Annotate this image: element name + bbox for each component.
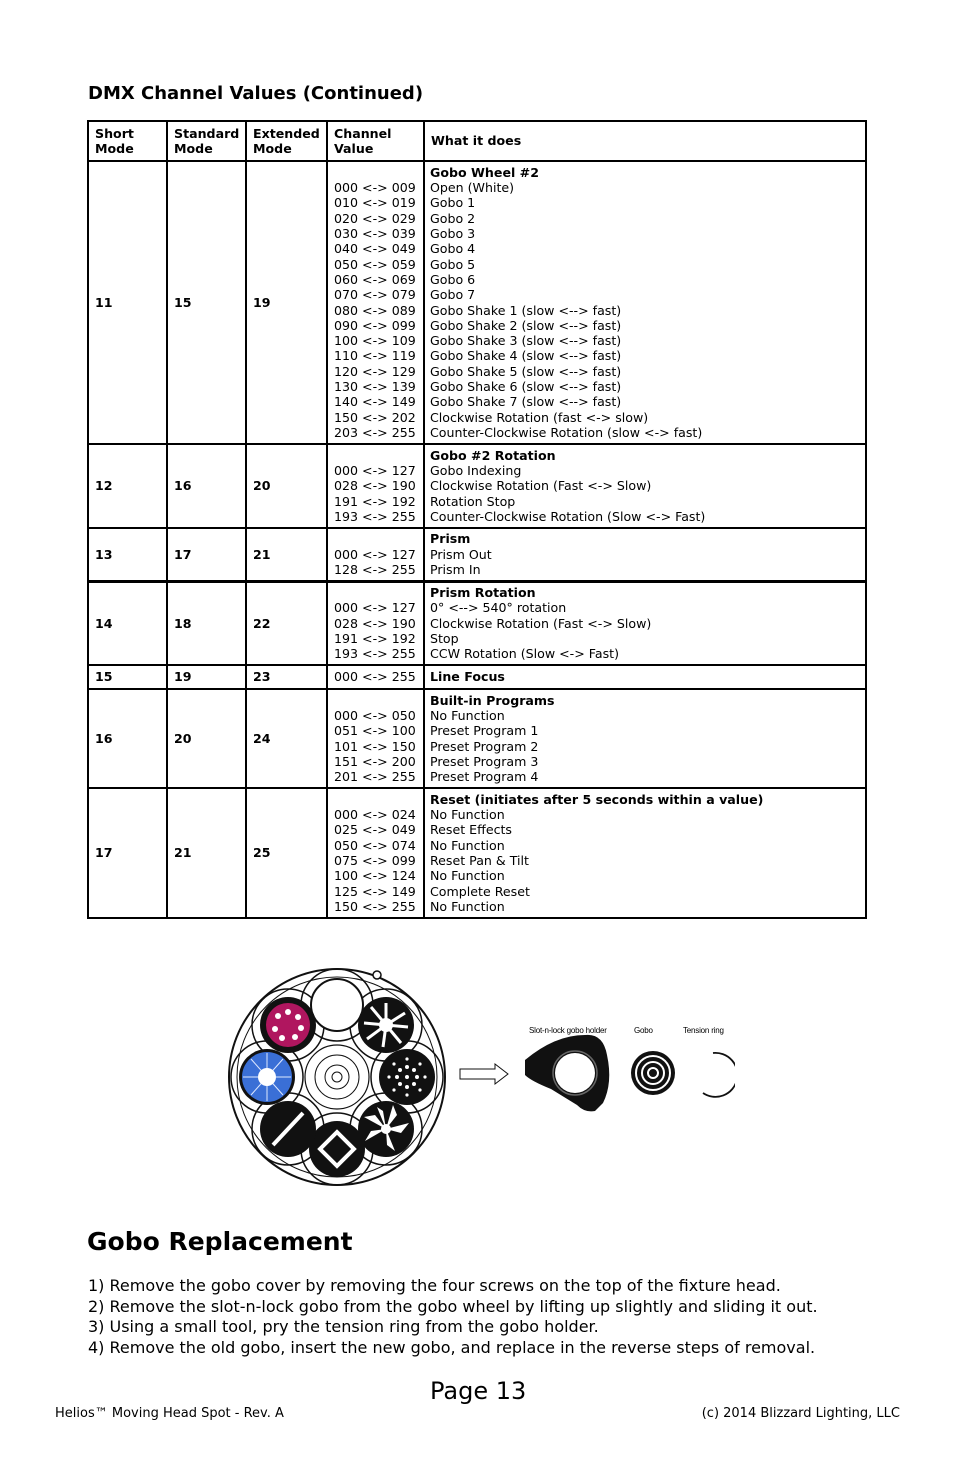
description-cell	[424, 528, 866, 581]
description-cell	[424, 689, 866, 788]
function-description: Open (White)	[430, 180, 515, 196]
extended-mode-cell: 20	[246, 444, 327, 528]
function-description: Gobo 3	[430, 226, 476, 242]
dmx-channel-table	[87, 120, 867, 919]
gobo-magenta-dots-icon	[260, 997, 316, 1053]
function-description: CCW Rotation (Slow <-> Fast)	[430, 646, 619, 662]
channel-value: 028 <-> 190	[334, 478, 416, 494]
header-channel-value: Channel Value	[327, 121, 424, 161]
function-description: Counter-Clockwise Rotation (Slow <-> Fast)	[430, 508, 706, 524]
function-description: Preset Program 3	[430, 753, 539, 769]
table-row	[88, 444, 866, 528]
channel-value: 101 <-> 150	[334, 738, 416, 754]
channel-value: 150 <-> 202	[334, 409, 416, 425]
extended-mode-cell: 19	[246, 161, 327, 444]
gobo-splash-icon	[358, 997, 414, 1053]
extended-mode-cell: 21	[246, 528, 327, 581]
table-row	[88, 665, 866, 689]
channel-value: 060 <-> 069	[334, 271, 416, 287]
channel-value: 070 <-> 079	[334, 287, 416, 303]
channel-value: 191 <-> 192	[334, 493, 416, 509]
step-2: 2) Remove the slot-n-lock gobo from the gobo wheel by lifting up slightly and sliding it out.	[88, 1296, 818, 1316]
channel-value: 051 <-> 100	[334, 723, 416, 739]
channel-value: 020 <-> 029	[334, 210, 416, 226]
channel-value: 150 <-> 255	[334, 898, 416, 914]
table-row	[88, 689, 866, 788]
channel-value: 100 <-> 109	[334, 333, 416, 349]
gobo-replacement-steps	[88, 1276, 818, 1358]
function-description: 0° <--> 540° rotation	[430, 600, 567, 616]
function-description: Gobo Shake 7 (slow <--> fast)	[430, 394, 622, 410]
channel-value: 075 <-> 099	[334, 853, 416, 868]
channel-value: 090 <-> 099	[334, 317, 416, 333]
function-description: Clockwise Rotation (fast <-> slow)	[430, 409, 649, 425]
function-description: Gobo 5	[430, 256, 476, 272]
table-row	[88, 161, 866, 444]
standard-mode-cell: 15	[167, 161, 246, 444]
gobo-diamond-icon	[309, 1121, 365, 1177]
label-tension-ring: Tension ring	[683, 1026, 724, 1035]
step-1: 1) Remove the gobo cover by removing the four screws on the top of the fixture head.	[88, 1276, 781, 1295]
channel-value-cell	[327, 444, 424, 528]
short-mode-cell: 12	[88, 444, 167, 528]
short-mode-cell: 16	[88, 689, 167, 788]
function-title: Gobo #2 Rotation	[430, 447, 556, 463]
channel-value: 203 <-> 255	[334, 424, 416, 440]
description-cell	[424, 665, 866, 689]
function-title: Reset (initiates after 5 seconds within a value)	[430, 791, 764, 807]
function-title: Line Focus	[430, 669, 505, 685]
header-short-mode: Short Mode	[88, 121, 167, 161]
header-what-it-does: What it does	[424, 121, 866, 161]
channel-value: 201 <-> 255	[334, 769, 416, 785]
function-description: Preset Program 2	[430, 738, 539, 754]
channel-value: 000 <-> 009	[334, 180, 416, 196]
channel-value: 010 <-> 019	[334, 195, 416, 211]
channel-value: 193 <-> 255	[334, 646, 416, 662]
function-description: No Function	[430, 837, 505, 853]
channel-value: 000 <-> 127	[334, 463, 416, 479]
function-description: Clockwise Rotation (Fast <-> Slow)	[430, 478, 652, 494]
gobo-wheel-illustration	[225, 965, 735, 1190]
standard-mode-cell: 18	[167, 581, 246, 665]
channel-value: 120 <-> 129	[334, 363, 416, 379]
gobo-wheel	[229, 969, 445, 1185]
function-description: Gobo Shake 4 (slow <--> fast)	[430, 348, 622, 364]
function-description: Reset Effects	[430, 822, 512, 838]
channel-value: 000 <-> 127	[334, 546, 416, 562]
description-cell	[424, 581, 866, 665]
description-cell	[424, 788, 866, 918]
table-row	[88, 528, 866, 581]
function-description: Gobo 6	[430, 271, 476, 287]
channel-value: 100 <-> 124	[334, 868, 416, 884]
short-mode-cell: 11	[88, 161, 167, 444]
short-mode-cell: 15	[88, 665, 167, 689]
label-gobo-holder: Slot-n-lock gobo holder	[529, 1026, 607, 1035]
function-description: Preset Program 4	[430, 769, 539, 785]
function-description: Complete Reset	[430, 883, 530, 899]
function-description: Gobo Shake 3 (slow <--> fast)	[430, 333, 622, 349]
gobo-wheel-figure	[225, 965, 735, 1190]
function-description: Gobo Indexing	[430, 463, 522, 479]
function-description: Prism Out	[430, 546, 492, 562]
function-description: No Function	[430, 807, 505, 823]
function-description: Prism In	[430, 561, 481, 577]
channel-value: 050 <-> 074	[334, 837, 416, 853]
function-title: Prism Rotation	[430, 585, 536, 600]
section-heading: DMX Channel Values (Continued)	[88, 83, 424, 104]
step-3: 3) Using a small tool, pry the tension ring from the gobo holder.	[88, 1317, 599, 1336]
standard-mode-cell: 19	[167, 665, 246, 689]
channel-value: 050 <-> 059	[334, 256, 416, 272]
channel-value: 030 <-> 039	[334, 226, 416, 242]
gobo-replacement-title: Gobo Replacement	[87, 1227, 353, 1256]
channel-value-cell	[327, 528, 424, 581]
channel-value: 000 <-> 024	[334, 807, 416, 823]
short-mode-cell: 17	[88, 788, 167, 918]
channel-value: 025 <-> 049	[334, 822, 416, 838]
header-extended-mode: Extended Mode	[246, 121, 327, 161]
page-number: Page 13	[430, 1377, 527, 1405]
function-description: Rotation Stop	[430, 493, 516, 509]
function-description: No Function	[430, 868, 505, 884]
footer-copyright: (c) 2014 Blizzard Lighting, LLC	[701, 1406, 900, 1421]
channel-value: 028 <-> 190	[334, 615, 416, 631]
gobo-line-icon	[260, 1101, 316, 1157]
function-description: Clockwise Rotation (Fast <-> Slow)	[430, 615, 652, 631]
function-description: No Function	[430, 898, 505, 914]
arrow-right-icon	[460, 1064, 508, 1084]
gobo-dot-grid-icon	[379, 1049, 435, 1105]
function-description: Preset Program 1	[430, 723, 539, 739]
function-title: Prism	[430, 531, 471, 547]
function-title: Built-in Programs	[430, 692, 555, 708]
description-cell	[424, 161, 866, 444]
table-row	[88, 788, 866, 918]
description-cell	[424, 444, 866, 528]
function-description: Gobo 1	[430, 195, 476, 211]
channel-value: 000 <-> 050	[334, 707, 416, 723]
channel-value: 040 <-> 049	[334, 241, 416, 257]
channel-value-cell	[327, 161, 424, 444]
short-mode-cell: 13	[88, 528, 167, 581]
extended-mode-cell: 25	[246, 788, 327, 918]
function-description: Gobo Shake 5 (slow <--> fast)	[430, 363, 622, 379]
function-description: Stop	[430, 630, 459, 646]
gobo-disc-icon	[631, 1051, 675, 1095]
channel-value: 191 <-> 192	[334, 630, 416, 646]
short-mode-cell: 14	[88, 581, 167, 665]
function-description: Counter-Clockwise Rotation (slow <-> fast)	[430, 424, 703, 440]
label-gobo: Gobo	[634, 1026, 653, 1035]
footer-product: Helios™ Moving Head Spot - Rev. A	[55, 1406, 284, 1421]
function-description: Gobo 4	[430, 241, 476, 257]
gobo-spiral-icon	[358, 1101, 414, 1157]
function-description: Gobo Shake 6 (slow <--> fast)	[430, 378, 622, 394]
channel-value: 000 <-> 127	[334, 600, 416, 616]
channel-value: 000 <-> 255	[334, 669, 416, 685]
function-description: Reset Pan & Tilt	[430, 853, 529, 868]
gobo-holder-icon	[525, 1035, 609, 1112]
step-4: 4) Remove the old gobo, insert the new gobo, and replace in the reverse steps of removal.	[88, 1337, 816, 1357]
channel-value: 140 <-> 149	[334, 394, 416, 410]
channel-value-cell	[327, 788, 424, 918]
function-description: No Function	[430, 707, 505, 723]
gobo-blue-burst-icon	[239, 1049, 295, 1105]
table-row	[88, 581, 866, 665]
channel-value-cell	[327, 581, 424, 665]
function-description: Gobo Shake 1 (slow <--> fast)	[430, 302, 622, 318]
channel-value: 193 <-> 255	[334, 508, 416, 524]
channel-value: 110 <-> 119	[334, 348, 416, 364]
channel-value: 128 <-> 255	[334, 561, 416, 577]
function-description: Gobo Shake 2 (slow <--> fast)	[430, 317, 622, 333]
extended-mode-cell: 24	[246, 689, 327, 788]
standard-mode-cell: 21	[167, 788, 246, 918]
function-description: Gobo 2	[430, 210, 476, 226]
function-title: Gobo Wheel #2	[430, 164, 539, 180]
extended-mode-cell: 22	[246, 581, 327, 665]
channel-value-cell	[327, 665, 424, 689]
channel-value: 125 <-> 149	[334, 883, 416, 899]
channel-value: 151 <-> 200	[334, 753, 416, 769]
standard-mode-cell: 20	[167, 689, 246, 788]
table-header-row	[88, 121, 866, 161]
function-description: Gobo 7	[430, 287, 476, 303]
standard-mode-cell: 17	[167, 528, 246, 581]
extended-mode-cell: 23	[246, 665, 327, 689]
header-standard-mode: Standard Mode	[167, 121, 246, 161]
channel-value: 130 <-> 139	[334, 378, 416, 394]
channel-value: 080 <-> 089	[334, 302, 416, 318]
channel-value-cell	[327, 689, 424, 788]
tension-ring-icon	[703, 1053, 735, 1097]
standard-mode-cell: 16	[167, 444, 246, 528]
